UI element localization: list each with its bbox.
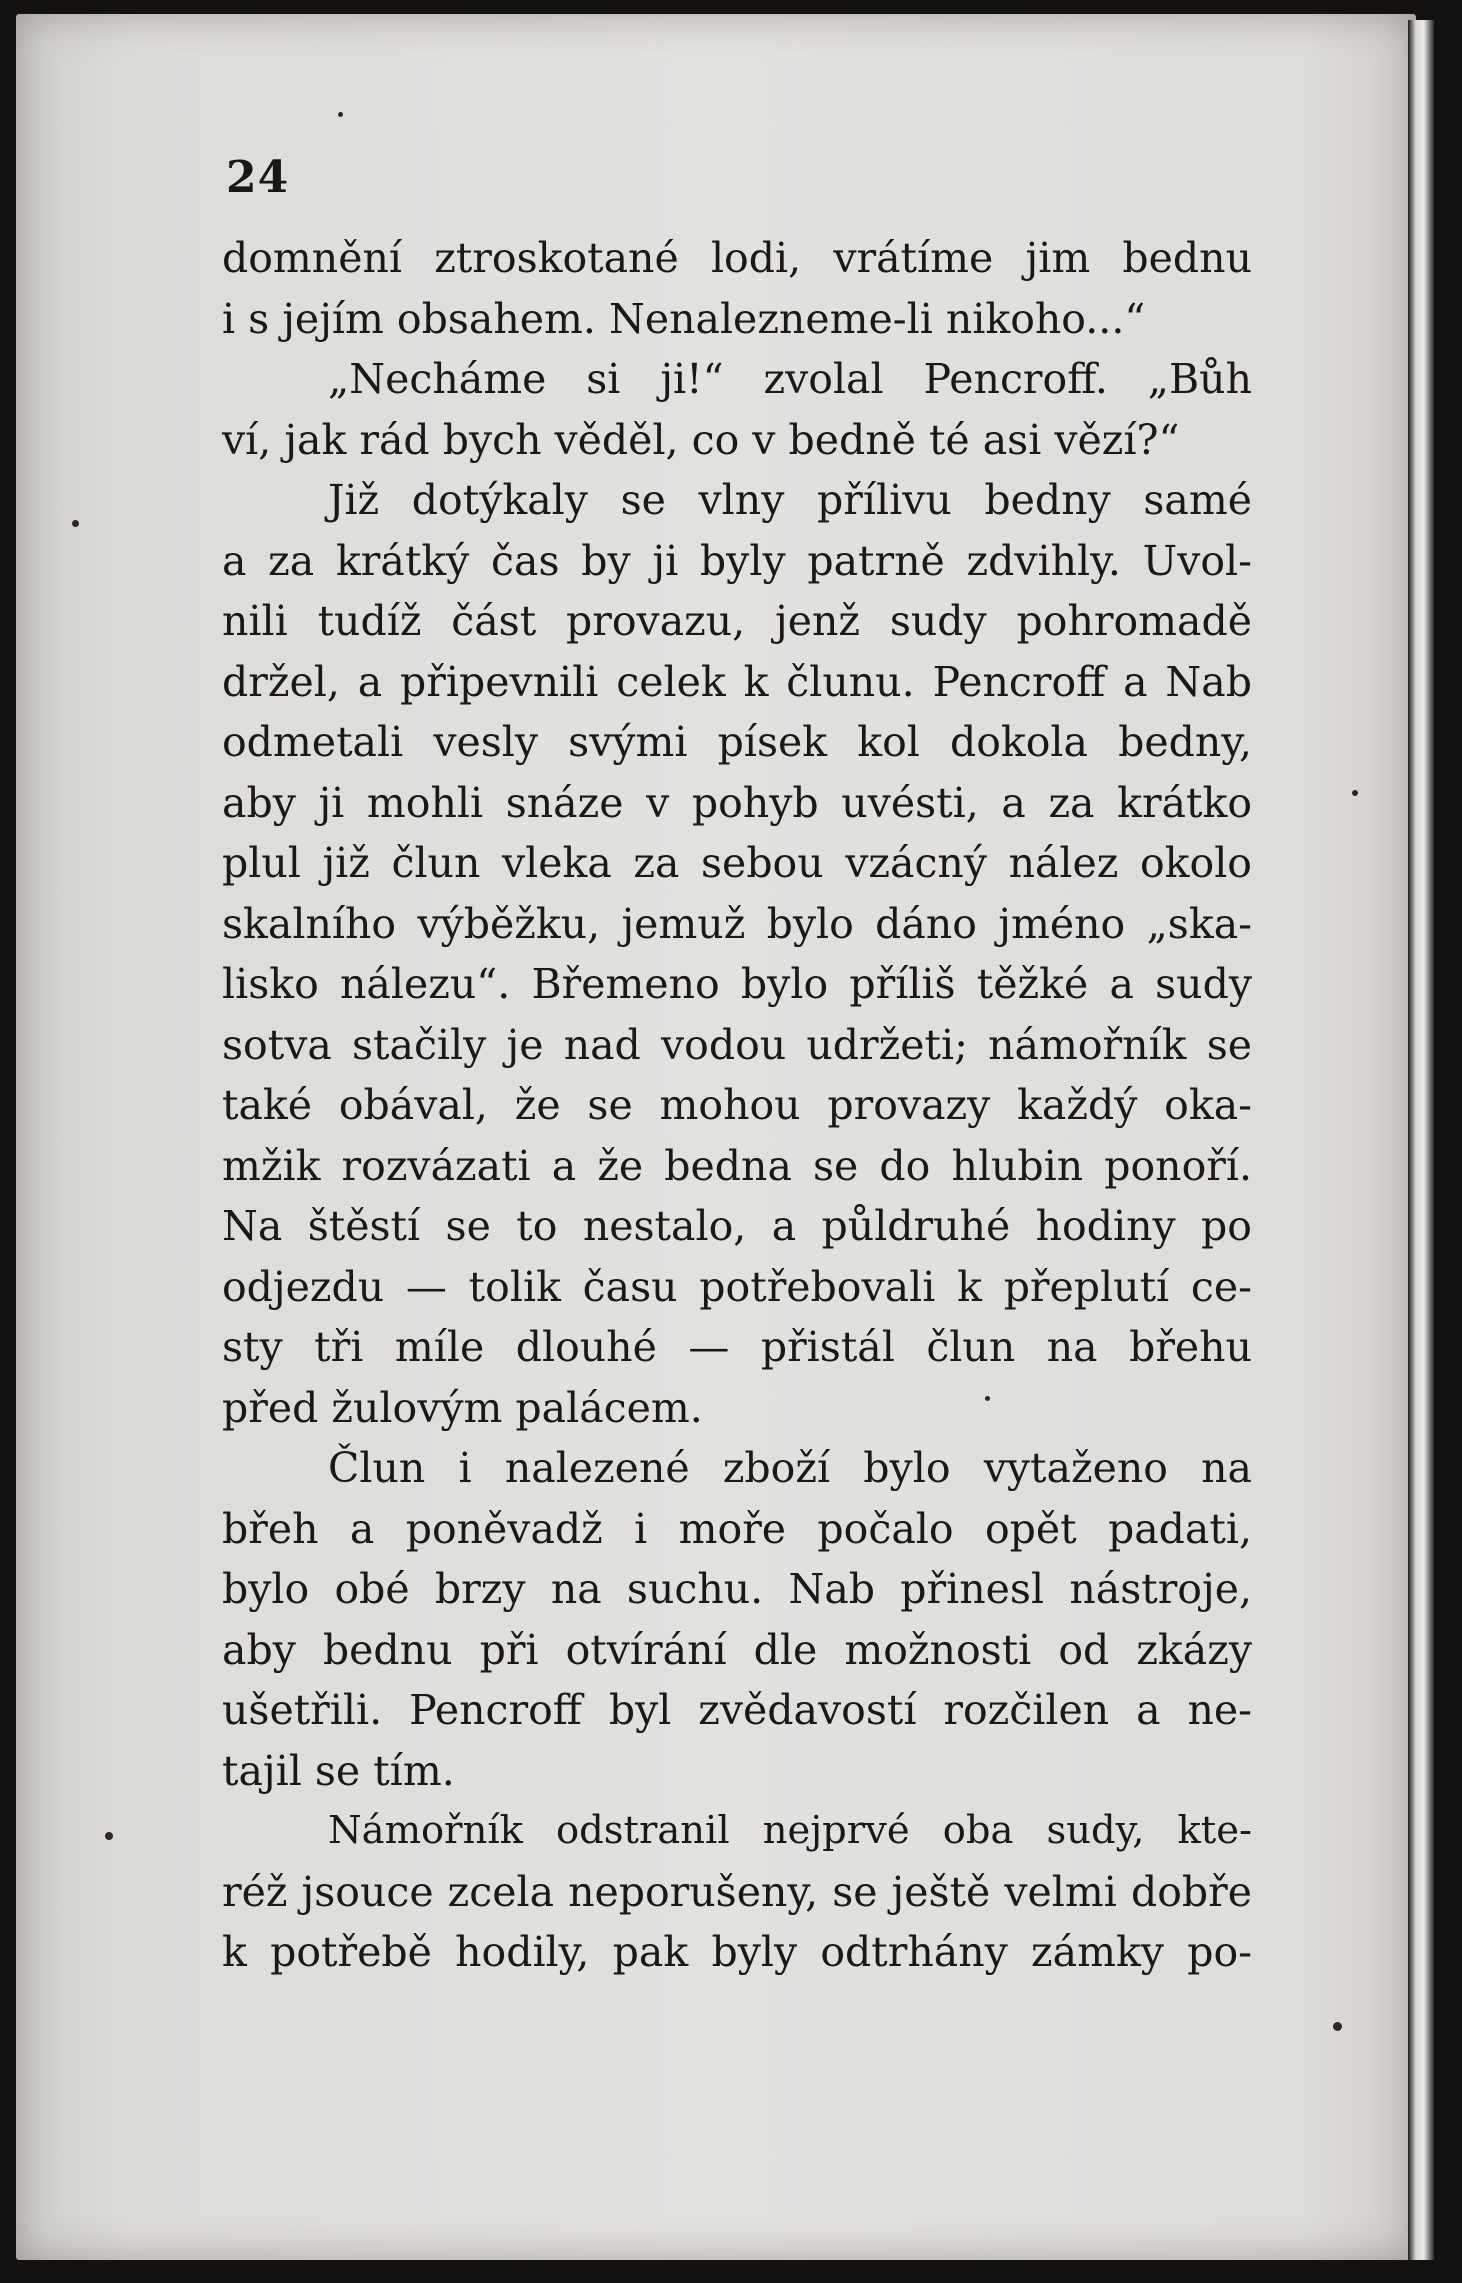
page-number: 24 bbox=[226, 152, 290, 203]
print-speck bbox=[72, 520, 79, 527]
text-line: skalního výběžku, jemuž bylo dáno jméno „ska- bbox=[222, 899, 1252, 948]
text-line: Námořník odstranil nejprvé oba sudy, kte- bbox=[328, 1808, 1252, 1853]
text-line: domnění ztroskotané lodi, vrátíme jim bednu bbox=[222, 234, 1252, 282]
text-line: břeh a poněvadž i moře počalo opět padati, bbox=[222, 1504, 1252, 1553]
text-line: aby ji mohli snáze v pohyb uvésti, a za krátko bbox=[222, 778, 1252, 827]
text-line: před žulovým palácem. bbox=[222, 1383, 703, 1432]
body-text bbox=[222, 228, 1252, 1983]
text-line: držel, a připevnili celek k člunu. Pencroff a Nab bbox=[222, 657, 1252, 706]
text-line: Již dotýkaly se vlny přílivu bedny samé bbox=[328, 476, 1252, 524]
text-line: odmetali vesly svými písek kol dokola bedny, bbox=[222, 718, 1252, 766]
print-speck bbox=[1333, 2022, 1342, 2031]
text-line: a za krátký čas by ji byly patrně zdvihly. Uvol- bbox=[222, 536, 1252, 585]
print-speck bbox=[105, 1832, 113, 1840]
text-line: „Necháme si ji!“ zvolal Pencroff. „Bůh bbox=[328, 355, 1252, 403]
text-line: plul již člun vleka za sebou vzácný nález okolo bbox=[222, 839, 1252, 887]
text-line: Člun i nalezené zboží bylo vytaženo na bbox=[328, 1444, 1252, 1492]
text-line: ví, jak rád bych věděl, co v bedně té asi vězí?“ bbox=[222, 415, 1180, 464]
text-line: mžik rozvázati a že bedna se do hlubin ponoří. bbox=[222, 1141, 1252, 1190]
text-line: i s jejím obsahem. Nenalezneme-li nikoho...“ bbox=[222, 294, 1146, 343]
text-line: ušetřili. Pencroff byl zvědavostí rozčilen a ne- bbox=[222, 1686, 1252, 1734]
print-speck bbox=[1352, 790, 1358, 796]
page-edge bbox=[1408, 20, 1434, 2260]
text-line: réž jsouce zcela neporušeny, se ještě velmi dobře bbox=[222, 1867, 1252, 1916]
text-line: k potřebě hodily, pak byly odtrhány zámky po- bbox=[222, 1928, 1252, 1976]
text-line: sty tři míle dlouhé — přistál člun na břehu bbox=[222, 1323, 1252, 1371]
text-line: nili tudíž část provazu, jenž sudy pohromadě bbox=[222, 597, 1252, 645]
text-line: odjezdu — tolik času potřebovali k přeplutí ce- bbox=[222, 1262, 1252, 1311]
text-line: také obával, že se mohou provazy každý oka- bbox=[222, 1081, 1252, 1129]
text-line: aby bednu při otvírání dle možnosti od zkázy bbox=[222, 1625, 1252, 1674]
text-line: sotva stačily je nad vodou udržeti; námořník se bbox=[222, 1020, 1252, 1069]
print-speck bbox=[338, 112, 343, 117]
text-line: Na štěstí se to nestalo, a půldruhé hodiny po bbox=[222, 1202, 1252, 1250]
text-line: lisko nálezu“. Břemeno bylo příliš těžké a sudy bbox=[222, 960, 1252, 1008]
text-line: tajil se tím. bbox=[222, 1746, 455, 1795]
text-line: bylo obé brzy na suchu. Nab přinesl nástroje, bbox=[222, 1565, 1252, 1613]
